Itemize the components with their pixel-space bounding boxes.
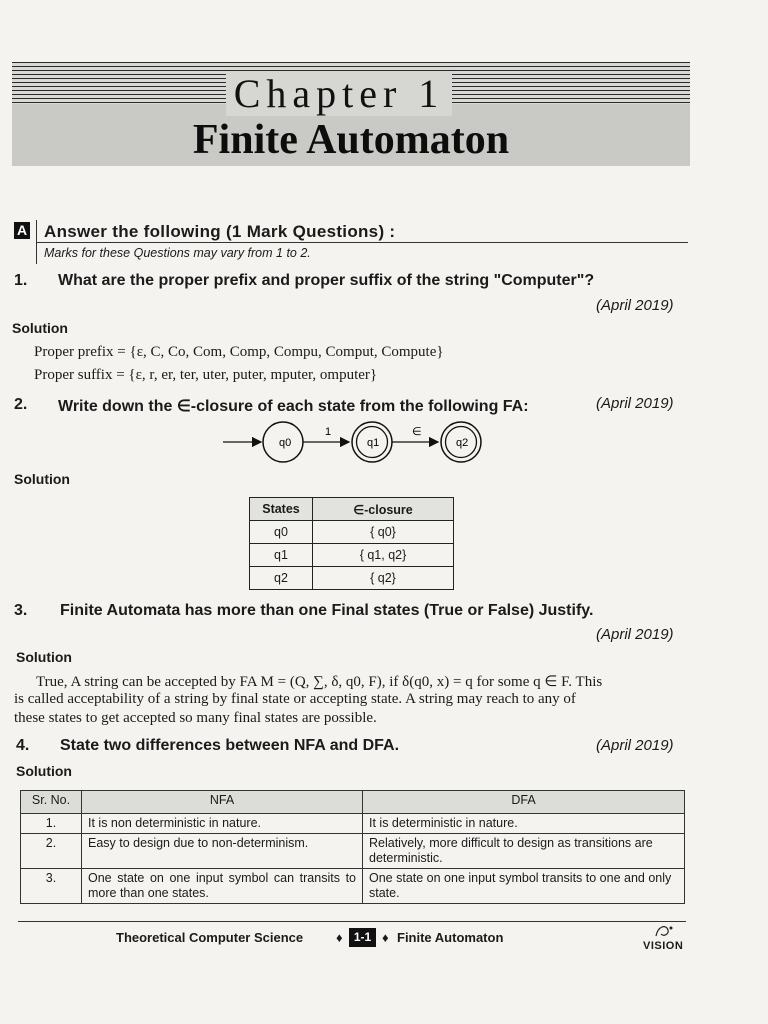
solution-3-line-3: these states to get accepted so many final states are possible. (14, 710, 377, 726)
question-4-number: 4. (16, 737, 30, 754)
vision-logo-icon (652, 922, 676, 940)
table-cell-nfa: One state on one input symbol can transits to more than one states. (82, 869, 363, 904)
nfa-dfa-header-dfa: DFA (363, 791, 685, 814)
closure-cell-state: q0 (250, 521, 313, 544)
solution-3-label: Solution (16, 649, 72, 665)
solution-1-line-2: Proper suffix = {ε, r, er, ter, uter, puter, mputer, omputer} (34, 367, 378, 383)
section-divider (36, 242, 688, 243)
footer-diamond-icon: ♦ (336, 930, 343, 945)
table-cell-nfa: Easy to design due to non-determinism. (82, 834, 363, 869)
section-badge: A (14, 222, 30, 239)
question-2-number: 2. (14, 396, 28, 413)
question-1-number: 1. (14, 272, 28, 289)
question-3-date: (April 2019) (596, 626, 674, 643)
question-1-date: (April 2019) (596, 297, 674, 314)
publisher-brand: VISION (643, 940, 684, 952)
table-cell-dfa: Relatively, more difficult to design as transitions are deterministic. (363, 834, 685, 869)
question-2-date: (April 2019) (596, 395, 674, 412)
closure-cell-state: q1 (250, 544, 313, 567)
table-cell-nfa: It is non deterministic in nature. (82, 814, 363, 834)
table-cell-srno: 2. (21, 834, 82, 869)
state-label-q0: q0 (279, 437, 292, 449)
question-3-number: 3. (14, 602, 28, 619)
state-label-q2: q2 (456, 437, 469, 449)
nfa-dfa-header-nfa: NFA (82, 791, 363, 814)
closure-cell-state: q2 (250, 567, 313, 590)
solution-2-label: Solution (14, 471, 70, 487)
solution-4-label: Solution (16, 763, 72, 779)
footer-diamond-icon: ♦ (382, 930, 389, 945)
closure-cell-value: { q2} (313, 567, 454, 590)
table-cell-srno: 3. (21, 869, 82, 904)
solution-3-line-1: True, A string can be accepted by FA M = (Q, ∑, δ, q0, F), if δ(q0, x) = q for some q ∈ F. This (36, 674, 603, 690)
table-cell-dfa: It is deterministic in nature. (363, 814, 685, 834)
nfa-dfa-table (20, 790, 685, 904)
fa-diagram (215, 420, 490, 466)
closure-header-states: States (250, 498, 313, 521)
table-cell-srno: 1. (21, 814, 82, 834)
question-4-text: State two differences between NFA and DFA. (60, 737, 400, 754)
nfa-dfa-header-srno: Sr. No. (21, 791, 82, 814)
page-title: Finite Automaton (192, 117, 510, 163)
chapter-label: Chapter 1 (0, 70, 678, 117)
section-note: Marks for these Questions may vary from 1 to 2. (44, 246, 311, 260)
closure-table (249, 497, 454, 590)
footer-book-title: Theoretical Computer Science (116, 930, 304, 945)
state-label-q1: q1 (367, 437, 380, 449)
solution-3-line-2: is called acceptability of a string by final state or accepting state. A string may reach to any of (14, 691, 576, 707)
footer-divider (18, 921, 686, 922)
question-1-text: What are the proper prefix and proper suffix of the string "Computer"? (58, 272, 595, 289)
closure-header-closure: ∈-closure (313, 498, 454, 521)
transition-label-1: 1 (325, 426, 332, 438)
question-2-text: Write down the ∈-closure of each state from the following FA: (58, 398, 529, 415)
question-4-date: (April 2019) (596, 737, 674, 754)
solution-1-line-1: Proper prefix = {ε, C, Co, Com, Comp, Compu, Comput, Compute} (34, 344, 444, 360)
transition-label-epsilon: ∈ (412, 426, 422, 438)
table-cell-dfa: One state on one input symbol transits to one and only state. (363, 869, 685, 904)
footer-chapter-title: Finite Automaton (397, 930, 504, 945)
closure-cell-value: { q1, q2} (313, 544, 454, 567)
page-number: 1-1 (349, 928, 376, 947)
closure-cell-value: { q0} (313, 521, 454, 544)
solution-1-label: Solution (12, 320, 68, 336)
question-3-text: Finite Automata has more than one Final states (True or False) Justify. (60, 602, 594, 619)
section-heading: Answer the following (1 Mark Questions) : (44, 222, 396, 241)
